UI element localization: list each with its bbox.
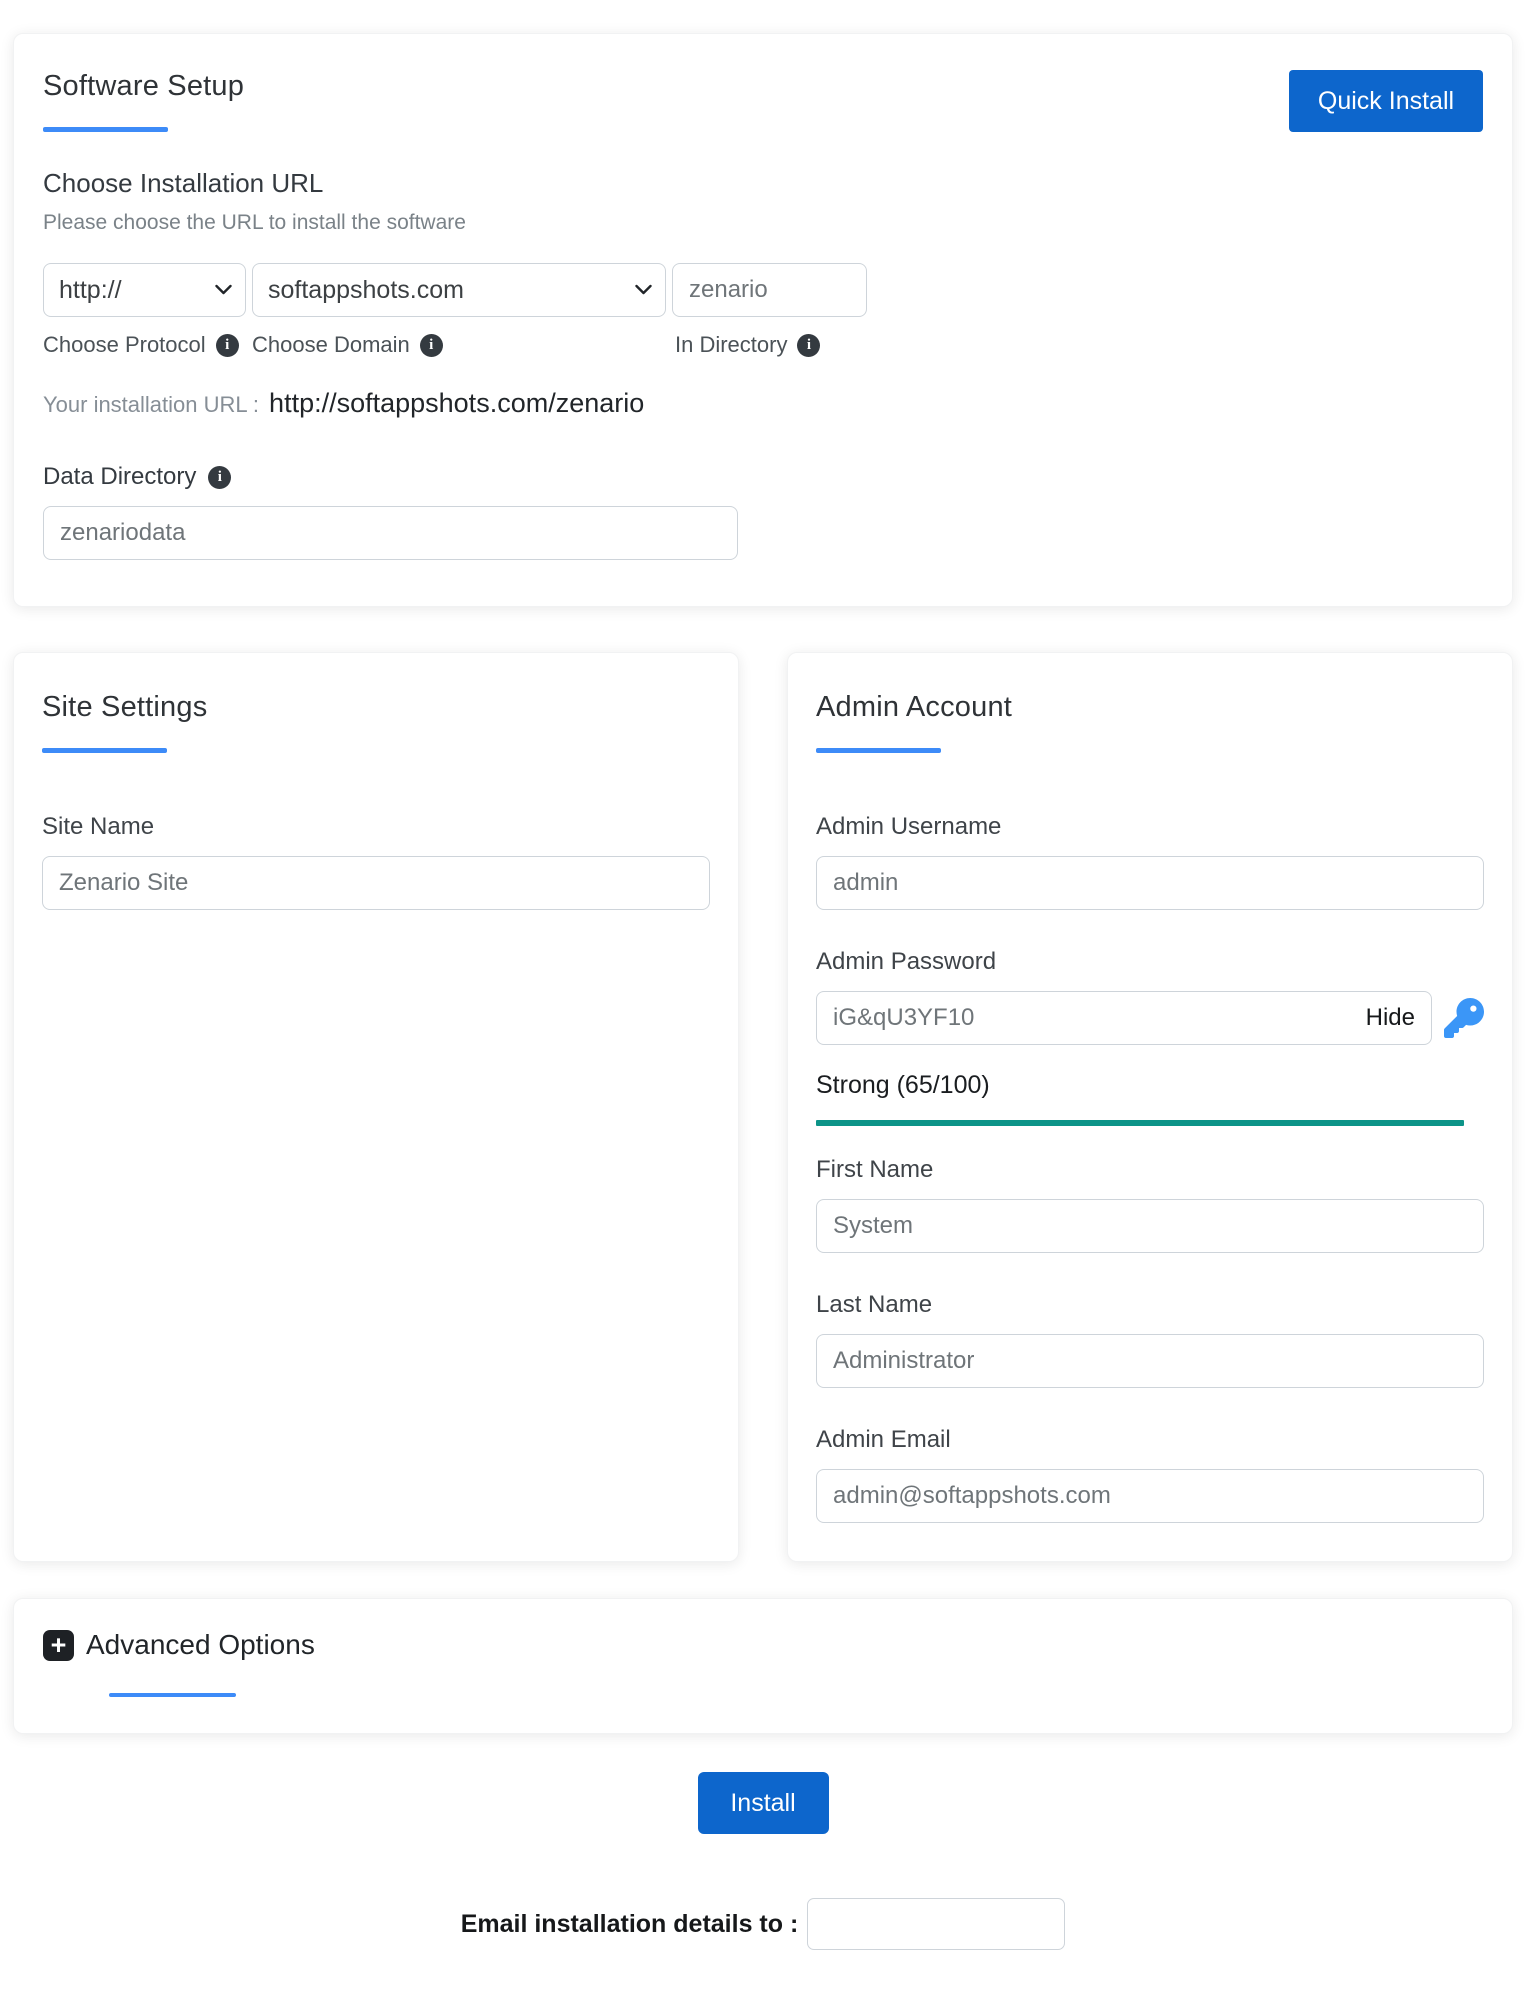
last-name-label: Last Name [816, 1291, 933, 1318]
site-settings-card [13, 652, 739, 1562]
install-row [13, 1772, 1513, 1834]
installation-url-preview [43, 388, 1483, 419]
title-accent-underline [109, 1693, 236, 1697]
first-name-input[interactable] [817, 1200, 1483, 1252]
advanced-options-card [13, 1598, 1513, 1734]
directory-input-box [672, 263, 867, 317]
admin-email-label: Admin Email [816, 1426, 951, 1453]
password-strength-bar [816, 1120, 1464, 1126]
directory-input[interactable] [673, 264, 866, 316]
choose-protocol-label: Choose Protocol [43, 332, 206, 357]
installation-url-label: Your installation URL : [43, 392, 260, 417]
info-icon[interactable]: i [208, 466, 231, 489]
email-details-label: Email installation details to : [460, 1909, 799, 1938]
choose-protocol-label-row [43, 332, 252, 358]
email-details-row [13, 1898, 1513, 1950]
admin-account-card [787, 652, 1513, 1562]
plus-icon[interactable]: + [43, 1630, 74, 1661]
site-name-label: Site Name [42, 813, 155, 840]
email-details-input-box [807, 1898, 1065, 1950]
choose-domain-label-row [252, 332, 673, 358]
admin-password-input-box [816, 991, 1432, 1045]
password-strength-text: Strong (65/100) [816, 1071, 990, 1099]
admin-username-label: Admin Username [816, 813, 1002, 840]
site-name-group [42, 813, 710, 910]
protocol-select-box [43, 263, 246, 317]
first-name-label: First Name [816, 1156, 934, 1183]
advanced-options-title: Advanced Options [86, 1629, 315, 1660]
in-directory-label-row [675, 332, 820, 358]
data-directory-input[interactable] [44, 507, 737, 559]
admin-email-group [816, 1426, 1484, 1523]
software-setup-title: Software Setup [43, 70, 245, 102]
installation-url-fields [43, 263, 1483, 317]
key-icon[interactable] [1444, 998, 1484, 1038]
admin-password-group [816, 948, 1484, 1126]
software-setup-title-block [43, 70, 244, 132]
title-accent-underline [42, 748, 167, 753]
admin-username-input[interactable] [817, 857, 1483, 909]
choose-installation-url-heading: Choose Installation URL [43, 168, 324, 198]
email-details-input[interactable] [808, 1899, 1064, 1949]
quick-install-button[interactable]: Quick Install [1289, 70, 1483, 132]
admin-password-row [816, 991, 1484, 1045]
choose-installation-url-subtext: Please choose the URL to install the software [43, 211, 466, 234]
last-name-input-box [816, 1334, 1484, 1388]
title-accent-underline [816, 748, 941, 753]
last-name-input[interactable] [817, 1335, 1483, 1387]
software-setup-card [13, 33, 1513, 607]
choose-domain-label: Choose Domain [252, 332, 410, 357]
site-settings-title: Site Settings [42, 691, 208, 723]
admin-password-input[interactable] [817, 992, 1431, 1044]
software-setup-header [43, 70, 1483, 132]
title-accent-underline [43, 127, 168, 132]
admin-email-input-box [816, 1469, 1484, 1523]
settings-row [13, 652, 1513, 1562]
site-name-input[interactable] [43, 857, 709, 909]
protocol-select[interactable] [44, 264, 245, 316]
info-icon[interactable]: i [216, 334, 239, 357]
admin-password-label: Admin Password [816, 948, 997, 975]
admin-username-group [816, 813, 1484, 910]
info-icon[interactable]: i [420, 334, 443, 357]
data-directory-label: Data Directory [43, 463, 197, 490]
site-name-input-box [42, 856, 710, 910]
domain-select-box [252, 263, 666, 317]
installation-url-field-labels [43, 332, 1483, 358]
installation-url-value: http://softappshots.com/zenario [269, 388, 645, 418]
admin-email-input[interactable] [817, 1470, 1483, 1522]
hide-password-toggle[interactable]: Hide [1365, 1004, 1415, 1031]
data-directory-input-box [43, 506, 738, 560]
first-name-group [816, 1156, 1484, 1253]
install-button[interactable]: Install [698, 1772, 829, 1834]
advanced-options-toggle[interactable] [43, 1629, 1483, 1661]
first-name-input-box [816, 1199, 1484, 1253]
domain-select[interactable] [253, 264, 665, 316]
info-icon[interactable]: i [797, 334, 820, 357]
last-name-group [816, 1291, 1484, 1388]
in-directory-label: In Directory [675, 332, 788, 357]
admin-account-title: Admin Account [816, 691, 1013, 723]
data-directory-label-row [43, 463, 1483, 491]
admin-username-input-box [816, 856, 1484, 910]
